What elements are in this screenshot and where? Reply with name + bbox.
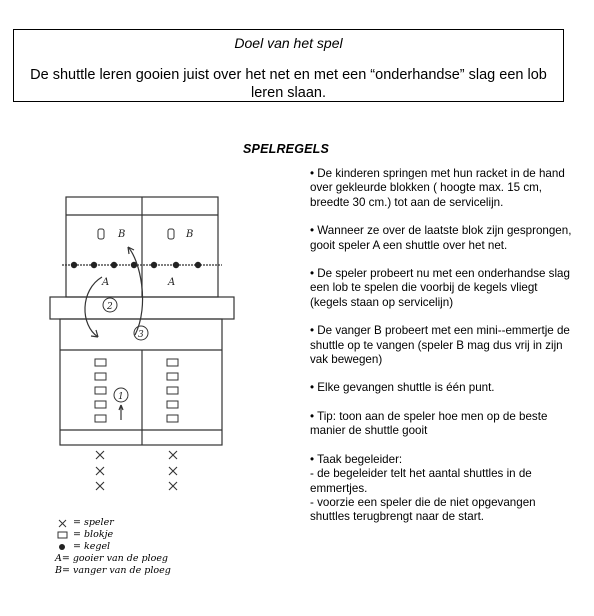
cone-icon [55,543,69,551]
rule-item: • Elke gevangen shuttle is één punt. [310,381,495,395]
player-cross [96,467,104,475]
rules-title: SPELREGELS [243,142,330,156]
task-block [310,453,572,525]
rule-item: • De kinderen springen met hun racket in de hand over gekleurde blokken ( hoogte max. 15 cm, breedte 30 cm.) tot aan de servicelijn. [310,167,565,209]
legend-row-thrower [55,553,171,565]
task-line: - de begeleider telt het aantal shuttles in de emmertjes. [310,467,532,495]
court-diagram [40,165,240,515]
label-a-right: A [168,277,176,288]
label-a-left: A [102,277,110,288]
rule-item: • Wanneer ze over de laatste blok zijn gesprongen, gooit speler A een shuttle over het net. [310,224,572,252]
label-b-right: B [186,229,194,240]
label-step-1: 1 [118,392,124,402]
block [95,373,106,380]
legend-text: = kegel [73,541,111,552]
legend [55,517,171,577]
rule-item: • Tip: toon aan de speler hoe men op de beste manier de shuttle gooit [310,409,548,438]
label-step-2: 2 [107,302,113,312]
block [167,359,178,366]
legend-text: A= gooier van de ploeg [55,553,169,564]
legend-text: B= vanger van de ploeg [55,565,171,576]
label-step-3: 3 [138,330,144,340]
legend-row-cone [55,541,171,553]
throw-arrow [85,277,102,337]
label-b-left: B [118,229,126,240]
cross-icon [55,519,69,528]
legend-row-player [55,517,171,529]
legend-text: = blokje [73,529,114,540]
player-cross [96,451,104,459]
court-diagram-svg [40,165,240,510]
cone [111,262,117,268]
rule-item: • De speler probeert nu met een onderhandse slag een lob te spelen die voorbij de kegels vliegt (kegels staan op servicelijn) [310,267,570,309]
player-cross [169,482,177,490]
goal-box [13,29,564,102]
block [167,415,178,422]
cone [151,262,157,268]
cone [71,262,77,268]
block [95,387,106,394]
block [95,401,106,408]
task-line: - voorzie een speler die de niet opgevangen shuttles terugbrengt naar de start. [310,495,536,524]
bucket-icon [168,229,174,239]
player-cross [169,451,177,459]
task-title: • Taak begeleider: [310,452,403,466]
lob-arrow [128,247,143,335]
block [95,359,106,366]
player-cross [96,482,104,490]
block [95,415,106,422]
block [167,387,178,394]
block [167,373,178,380]
rules-list [310,167,572,539]
rule-item: • De vanger B probeert met een mini--emmertje de shuttle op te vangen (speler B mag dus vrij in zijn vak bewegen) [310,324,570,367]
legend-row-catcher [55,565,171,577]
block [167,401,178,408]
legend-text: = speler [73,517,114,528]
cone [91,262,97,268]
bucket-icon [98,229,104,239]
block-icon [55,531,69,539]
legend-row-block [55,529,171,541]
player-cross [169,467,177,475]
goal-title: Doel van het spel [234,35,343,51]
goal-text: De shuttle leren gooien juist over het net en met een “onderhandse” slag een lob leren slaan. [30,67,547,101]
cone [173,262,179,268]
cone [195,262,201,268]
